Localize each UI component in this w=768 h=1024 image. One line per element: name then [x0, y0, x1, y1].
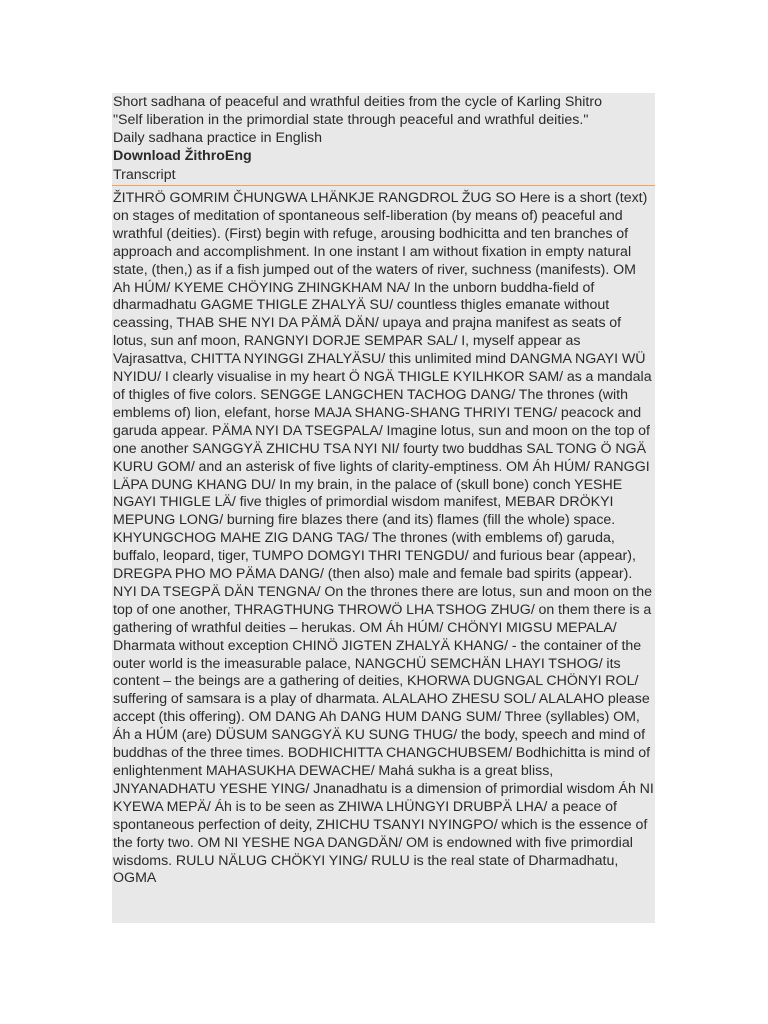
- transcript-text: ŽITHRÖ GOMRIM ČHUNGWA LHÄNKJE RANGDROL ŽUG SO Here is a short (text) on stages of meditation of spontaneous self-liberation (by means of) peaceful and wrathful (deities). (First) begin with refuge, arousing bodhicitta and ten branches of approach and accomplishment. In one instant I am without fixation in empty natural state, (then,) as if a fish jumped out of the waters of river, suchness (manifests). OM Ah HÚM/ KYEME CHÖYING ZHINGKHAM NA/ In the unborn buddha-field of dharmadhatu GAGME THIGLE ZHALYÄ SU/ countless thigles emanate without ceassing, THAB SHE NYI DA PÄMÄ DÄN/ upaya and prajna manifest as seats of lotus, sun anf moon, RANGNYI DORJE SEMPAR SAL/ I, myself appear as Vajrasattva, CHITTA NYINGGI ZHALYÄSU/ this unlimited mind DANGMA NGAYI WÜ NYIDU/ I clearly visualise in my heart Ö NGÄ THIGLE KYILHKOR SAM/ as a mandala of thigles of five colors. SENGGE LANGCHEN TACHOG DANG/ The thrones (with emblems of) lion, elefant, horse MAJA SHANG-SHANG THRIYI TENG/ peacock and garuda appear. PÄMA NYI DA TSEGPALA/ Imagine lotus, sun and moon on the top of one another SANGGYÄ ZHICHU TSA NYI NI/ fourty two buddhas SAL TONG Ö NGÄ KURU GOM/ and an asterisk of five lights of clarity-emptiness. OM Áh HÚM/ RANGGI LÄPA DUNG KHANG DU/ In my brain, in the palace of (skull bone) conch YESHE NGAYI THIGLE LÄ/ five thigles of primordial wisdom manifest, MEBAR DRÖKYI MEPUNG LONG/ burning fire blazes there (and its) flames (fill the whole) space. KHYUNGCHOG MAHE ZIG DANG TAG/ The thrones (with emblems of) garuda, buffalo, leopard, tiger, TUMPO DOMGYI THRI TENGDU/ and furious bear (appear), DREGPA PHO MO PÄMA DANG/ (then also) male and female bad spirits (appear). NYI DA TSEGPÄ DÄN TENGNA/ On the thrones there are lotus, sun and moon on the top of one another, THRAGTHUNG THROWÖ LHA TSHOG ZHUG/ on them there is a gathering of wrathful deities – herukas. OM Áh HÚM/ CHÖNYI MIGSU MEPALA/ Dharmata without exception CHINÖ JIGTEN ZHALYÄ KHANG/ - the container of the outer world is the imeasurable palace, NANGCHÜ SEMCHÄN LHAYI TSHOG/ its content – the beings are a gathering of deities, KHORWA DUGNGAL CHÖNYI ROL/ suffering of samsara is a play of dharmata. ALALAHO ZHESU SOL/ ALALAHO please accept (this offering). OM DANG Ah DANG HUM DANG SUM/ Three (syllables) OM, Áh a HÚM (are) DÜSUM SANGGYÄ KU SUNG THUG/ the body, speech and mind of buddhas of the three times. BODHICHITTA CHANGCHUBSEM/ Bodhichitta is mind of enlightenment MAHASUKHA DEWACHE/ Mahá sukha is a great bliss, JNYANADHATU YESHE YING/ Jnanadhatu is a dimension of primordial wisdom Áh NI KYEWA MEPÄ/ Áh is to be seen as ZHIWA LHÜNGYI DRUBPÄ LHA/ a peace of spontaneous perfection of deity, ZHICHU TSANYI NYINGPO/ which is the essence of the forty two. OM NI YESHE NGA DANGDÄN/ OM is endowned with five primordial wisdoms. RULU NÄLUG CHÖKYI YING/ RULU is the real state of Dharmadhatu, OGMA: [113, 190, 654, 887]
- document-panel: [112, 93, 655, 923]
- download-link[interactable]: Download ŽithroEng: [113, 148, 252, 164]
- document-description: Daily sadhana practice in English: [113, 130, 322, 146]
- transcript-heading: Transcript: [113, 167, 176, 183]
- document-subtitle: "Self liberation in the primordial state through peaceful and wrathful deities.": [113, 112, 589, 128]
- transcript-divider: [112, 185, 655, 186]
- document-header: [112, 93, 655, 184]
- document-title: Short sadhana of peaceful and wrathful deities from the cycle of Karling Shitro: [113, 94, 602, 110]
